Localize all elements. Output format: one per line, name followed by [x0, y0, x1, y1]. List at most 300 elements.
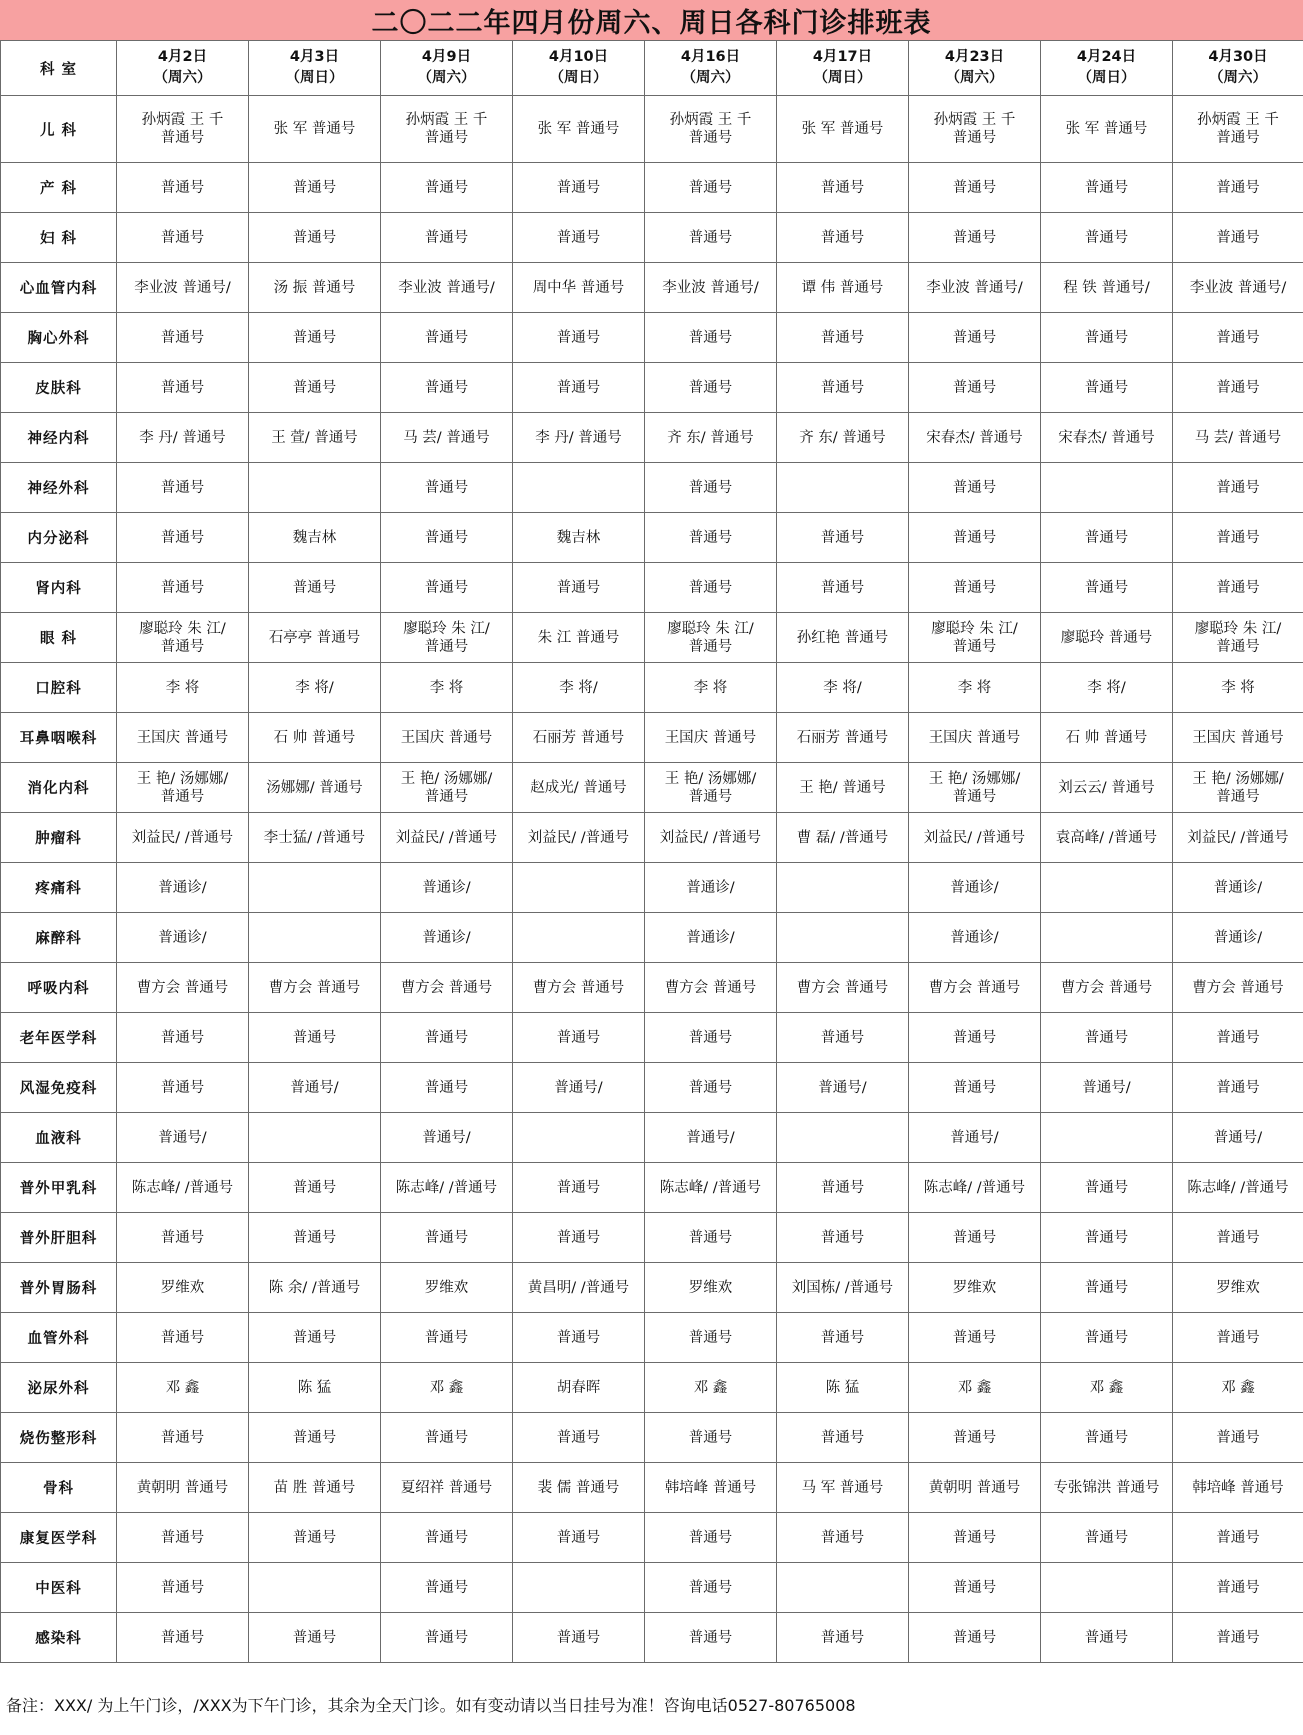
- schedule-cell: 普通号: [645, 513, 777, 563]
- schedule-cell: 普通号: [909, 1613, 1041, 1663]
- page-title: 二〇二二年四月份周六、周日各科门诊排班表: [0, 0, 1303, 41]
- schedule-cell: 王国庆 普通号: [909, 713, 1041, 763]
- schedule-cell: [777, 463, 909, 513]
- schedule-cell: 石丽芳 普通号: [777, 713, 909, 763]
- table-row: [1, 1113, 1303, 1163]
- schedule-cell: 普通号: [513, 1613, 645, 1663]
- schedule-cell: 普通号: [249, 1213, 381, 1263]
- schedule-cell: 王国庆 普通号: [381, 713, 513, 763]
- schedule-cell: 普通号: [513, 1513, 645, 1563]
- schedule-cell: 曹方会 普通号: [1173, 963, 1303, 1013]
- schedule-cell: 石丽芳 普通号: [513, 713, 645, 763]
- schedule-cell: 普通号: [777, 1613, 909, 1663]
- dept-name: 风湿免疫科: [1, 1063, 117, 1113]
- schedule-cell: 普通号: [1173, 313, 1303, 363]
- schedule-cell: 张 军 普通号: [513, 96, 645, 163]
- schedule-cell: 曹方会 普通号: [645, 963, 777, 1013]
- schedule-cell: 普通号: [777, 1163, 909, 1213]
- date-label: 4月23日: [944, 49, 1005, 65]
- schedule-cell: 普通号: [117, 513, 249, 563]
- weekday-label: （周日）: [1077, 70, 1136, 86]
- schedule-cell: 普通号: [1041, 1213, 1173, 1263]
- schedule-cell: [513, 913, 645, 963]
- schedule-cell: 普通号: [645, 163, 777, 213]
- schedule-cell: 陈志峰/ /普通号: [645, 1163, 777, 1213]
- schedule-cell: 王 艳/ 汤娜娜/ 普通号: [645, 763, 777, 813]
- date-header: [513, 41, 645, 96]
- dept-name: 中医科: [1, 1563, 117, 1613]
- table-row: [1, 563, 1303, 613]
- schedule-cell: 邓 鑫: [645, 1363, 777, 1413]
- schedule-cell: 李业波 普通号/: [1173, 263, 1303, 313]
- schedule-cell: 普通号: [513, 1013, 645, 1063]
- schedule-cell: 赵成光/ 普通号: [513, 763, 645, 813]
- schedule-cell: 李 将/: [1041, 663, 1173, 713]
- dept-name: 内分泌科: [1, 513, 117, 563]
- weekday-label: （周日）: [549, 70, 608, 86]
- schedule-cell: 邓 鑫: [1041, 1363, 1173, 1413]
- table-row: [1, 213, 1303, 263]
- schedule-cell: 普通号: [513, 1213, 645, 1263]
- table-row: [1, 1413, 1303, 1463]
- schedule-cell: 曹方会 普通号: [513, 963, 645, 1013]
- table-row: [1, 1363, 1303, 1413]
- schedule-cell: 张 军 普通号: [777, 96, 909, 163]
- table-row: [1, 963, 1303, 1013]
- schedule-cell: 曹方会 普通号: [249, 963, 381, 1013]
- header-row: [1, 41, 1303, 96]
- schedule-cell: 廖聪玲 朱 江/ 普通号: [1173, 613, 1303, 663]
- table-row: [1, 1463, 1303, 1513]
- schedule-cell: 廖聪玲 朱 江/ 普通号: [909, 613, 1041, 663]
- schedule-cell: 刘益民/ /普通号: [1173, 813, 1303, 863]
- schedule-cell: 普通号: [1041, 1513, 1173, 1563]
- schedule-cell: 魏吉林: [513, 513, 645, 563]
- schedule-cell: 普通号: [1041, 1163, 1173, 1213]
- schedule-cell: 李 将: [381, 663, 513, 713]
- schedule-cell: 普通号: [513, 1413, 645, 1463]
- schedule-cell: 陈志峰/ /普通号: [1173, 1163, 1303, 1213]
- dept-name: 眼 科: [1, 613, 117, 663]
- schedule-cell: 普通号: [777, 563, 909, 613]
- schedule-cell: [1041, 1563, 1173, 1613]
- dept-name: 麻醉科: [1, 913, 117, 963]
- schedule-cell: 曹方会 普通号: [1041, 963, 1173, 1013]
- date-label: 4月17日: [812, 49, 873, 65]
- schedule-cell: 普通号/: [1041, 1063, 1173, 1113]
- schedule-cell: 黄朝明 普通号: [117, 1463, 249, 1513]
- schedule-cell: 普通号: [117, 1513, 249, 1563]
- schedule-cell: 韩培峰 普通号: [1173, 1463, 1303, 1513]
- schedule-cell: 普通号: [777, 163, 909, 213]
- table-row: [1, 413, 1303, 463]
- schedule-cell: 齐 东/ 普通号: [777, 413, 909, 463]
- schedule-cell: 普通号: [381, 513, 513, 563]
- schedule-cell: 廖聪玲 朱 江/ 普通号: [381, 613, 513, 663]
- date-header: [645, 41, 777, 96]
- schedule-cell: 普通号: [909, 563, 1041, 613]
- schedule-cell: 普通号: [249, 1513, 381, 1563]
- schedule-cell: 普通号: [381, 1563, 513, 1613]
- table-row: [1, 363, 1303, 413]
- date-label: 4月9日: [421, 49, 472, 65]
- schedule-cell: 普通号: [249, 163, 381, 213]
- dept-name: 耳鼻咽喉科: [1, 713, 117, 763]
- schedule-cell: 普通号: [909, 1513, 1041, 1563]
- schedule-cell: 普通号: [645, 1563, 777, 1613]
- dept-name: 神经内科: [1, 413, 117, 463]
- schedule-cell: 普通号: [909, 313, 1041, 363]
- dept-name: 消化内科: [1, 763, 117, 813]
- schedule-cell: 邓 鑫: [381, 1363, 513, 1413]
- schedule-cell: 普通号/: [117, 1113, 249, 1163]
- schedule-cell: 普通号: [777, 513, 909, 563]
- schedule-cell: 普通号: [513, 1313, 645, 1363]
- table-row: [1, 663, 1303, 713]
- schedule-cell: 普通号: [777, 1513, 909, 1563]
- schedule-cell: 李业波 普通号/: [909, 263, 1041, 313]
- schedule-cell: 普通号: [249, 1613, 381, 1663]
- schedule-cell: 孙炳霞 王 千 普通号: [117, 96, 249, 163]
- dept-name: 康复医学科: [1, 1513, 117, 1563]
- schedule-cell: 裴 儒 普通号: [513, 1463, 645, 1513]
- schedule-cell: 刘益民/ /普通号: [513, 813, 645, 863]
- schedule-cell: 普通号: [513, 313, 645, 363]
- schedule-cell: 普通号: [777, 1013, 909, 1063]
- schedule-cell: 王 艳/ 汤娜娜/ 普通号: [117, 763, 249, 813]
- dept-name: 普外肝胆科: [1, 1213, 117, 1263]
- schedule-cell: 普通号: [777, 313, 909, 363]
- schedule-cell: 李业波 普通号/: [381, 263, 513, 313]
- schedule-cell: 普通号: [645, 1613, 777, 1663]
- schedule-cell: 普通号: [381, 363, 513, 413]
- date-header: [777, 41, 909, 96]
- schedule-cell: 普通号: [1173, 1513, 1303, 1563]
- schedule-cell: 普通号: [1041, 1313, 1173, 1363]
- schedule-cell: 周中华 普通号: [513, 263, 645, 313]
- schedule-cell: 廖聪玲 朱 江/ 普通号: [117, 613, 249, 663]
- schedule-cell: [513, 1113, 645, 1163]
- schedule-cell: 陈 猛: [777, 1363, 909, 1413]
- schedule-cell: 石 帅 普通号: [1041, 713, 1173, 763]
- schedule-cell: 普通号: [381, 313, 513, 363]
- schedule-cell: 罗维欢: [381, 1263, 513, 1313]
- dept-name: 血管外科: [1, 1313, 117, 1363]
- schedule-cell: 普通诊/: [909, 913, 1041, 963]
- dept-name: 产 科: [1, 163, 117, 213]
- schedule-cell: 普通号: [381, 1063, 513, 1113]
- schedule-cell: 廖聪玲 朱 江/ 普通号: [645, 613, 777, 663]
- schedule-cell: 汤娜娜/ 普通号: [249, 763, 381, 813]
- dept-name: 胸心外科: [1, 313, 117, 363]
- schedule-cell: [777, 913, 909, 963]
- schedule-cell: 普通号: [909, 1013, 1041, 1063]
- schedule-cell: 普通号: [1173, 163, 1303, 213]
- dept-name: 口腔科: [1, 663, 117, 713]
- schedule-cell: 王 萱/ 普通号: [249, 413, 381, 463]
- schedule-cell: 魏吉林: [249, 513, 381, 563]
- schedule-cell: 普通号: [645, 363, 777, 413]
- table-row: [1, 613, 1303, 663]
- schedule-cell: 普通号: [117, 313, 249, 363]
- schedule-cell: 宋春杰/ 普通号: [909, 413, 1041, 463]
- schedule-cell: 普通号: [1173, 1613, 1303, 1663]
- schedule-cell: 普通号/: [381, 1113, 513, 1163]
- schedule-cell: 邓 鑫: [909, 1363, 1041, 1413]
- table-row: [1, 863, 1303, 913]
- table-row: [1, 1213, 1303, 1263]
- schedule-cell: [513, 463, 645, 513]
- schedule-cell: 普通号: [117, 363, 249, 413]
- weekday-label: （周六）: [681, 70, 740, 86]
- schedule-cell: 廖聪玲 普通号: [1041, 613, 1173, 663]
- dept-name: 肿瘤科: [1, 813, 117, 863]
- schedule-cell: 普通号: [909, 1063, 1041, 1113]
- weekday-label: （周日）: [285, 70, 344, 86]
- date-label: 4月2日: [157, 49, 208, 65]
- table-row: [1, 813, 1303, 863]
- schedule-cell: 刘云云/ 普通号: [1041, 763, 1173, 813]
- schedule-cell: 李 将: [1173, 663, 1303, 713]
- weekday-label: （周六）: [417, 70, 476, 86]
- schedule-cell: 袁高峰/ /普通号: [1041, 813, 1173, 863]
- schedule-cell: 普通号: [645, 1313, 777, 1363]
- schedule-cell: 普通号: [1173, 513, 1303, 563]
- schedule-cell: 普通号: [513, 163, 645, 213]
- schedule-cell: 普通号: [909, 513, 1041, 563]
- schedule-cell: 普通号: [513, 563, 645, 613]
- schedule-cell: 马 军 普通号: [777, 1463, 909, 1513]
- schedule-cell: [777, 1113, 909, 1163]
- schedule-cell: 普通号/: [1173, 1113, 1303, 1163]
- schedule-cell: 普通号: [381, 213, 513, 263]
- date-header: [117, 41, 249, 96]
- schedule-cell: 普通号: [909, 463, 1041, 513]
- schedule-cell: 普通号: [645, 563, 777, 613]
- schedule-cell: 刘益民/ /普通号: [381, 813, 513, 863]
- dept-name: 儿 科: [1, 96, 117, 163]
- schedule-cell: 李 将: [117, 663, 249, 713]
- schedule-cell: 孙炳霞 王 千 普通号: [381, 96, 513, 163]
- schedule-cell: 普通号: [513, 363, 645, 413]
- schedule-cell: 刘益民/ /普通号: [645, 813, 777, 863]
- schedule-cell: [249, 913, 381, 963]
- schedule-cell: 普通号: [117, 463, 249, 513]
- schedule-cell: 普通号: [909, 213, 1041, 263]
- dept-header: 科 室: [1, 41, 117, 96]
- table-row: [1, 263, 1303, 313]
- schedule-cell: 普通诊/: [1173, 913, 1303, 963]
- schedule-cell: 李 丹/ 普通号: [513, 413, 645, 463]
- schedule-cell: 普通号: [777, 1213, 909, 1263]
- date-header: [1041, 41, 1173, 96]
- schedule-cell: 普通号: [1041, 563, 1173, 613]
- schedule-cell: 曹方会 普通号: [117, 963, 249, 1013]
- schedule-cell: 普通号: [1173, 1213, 1303, 1263]
- schedule-cell: 普通诊/: [1173, 863, 1303, 913]
- table-row: [1, 313, 1303, 363]
- table-row: [1, 1063, 1303, 1113]
- schedule-cell: 普通号: [249, 1163, 381, 1213]
- schedule-cell: 普通号: [1173, 1563, 1303, 1613]
- schedule-cell: 普通号: [249, 1013, 381, 1063]
- table-row: [1, 1563, 1303, 1613]
- schedule-cell: 苗 胜 普通号: [249, 1463, 381, 1513]
- schedule-cell: 普通号: [117, 1413, 249, 1463]
- schedule-cell: 李 将/: [777, 663, 909, 713]
- schedule-cell: 普通诊/: [381, 913, 513, 963]
- schedule-cell: 孙炳霞 王 千 普通号: [645, 96, 777, 163]
- schedule-cell: 普通号: [1041, 163, 1173, 213]
- schedule-cell: 王 艳/ 普通号: [777, 763, 909, 813]
- schedule-cell: [249, 1563, 381, 1613]
- dept-name: 妇 科: [1, 213, 117, 263]
- schedule-cell: 普通号/: [513, 1063, 645, 1113]
- schedule-cell: 普通号: [1173, 1313, 1303, 1363]
- schedule-cell: 专张锦洪 普通号: [1041, 1463, 1173, 1513]
- schedule-cell: 李 丹/ 普通号: [117, 413, 249, 463]
- schedule-cell: 陈志峰/ /普通号: [117, 1163, 249, 1213]
- dept-name: 骨科: [1, 1463, 117, 1513]
- schedule-cell: 刘益民/ /普通号: [117, 813, 249, 863]
- schedule-cell: 普通号: [117, 1213, 249, 1263]
- schedule-cell: 王国庆 普通号: [117, 713, 249, 763]
- date-label: 4月3日: [289, 49, 340, 65]
- schedule-cell: 黄朝明 普通号: [909, 1463, 1041, 1513]
- schedule-cell: 普通号/: [909, 1113, 1041, 1163]
- table-row: [1, 513, 1303, 563]
- schedule-cell: 胡春晖: [513, 1363, 645, 1413]
- schedule-cell: 普通号: [381, 1213, 513, 1263]
- table-row: [1, 163, 1303, 213]
- schedule-cell: 普通号: [777, 363, 909, 413]
- dept-name: 血液科: [1, 1113, 117, 1163]
- schedule-cell: 普通号: [1173, 363, 1303, 413]
- schedule-cell: 曹方会 普通号: [909, 963, 1041, 1013]
- schedule-cell: 邓 鑫: [1173, 1363, 1303, 1413]
- schedule-table: [0, 40, 1303, 1663]
- schedule-cell: 马 芸/ 普通号: [1173, 413, 1303, 463]
- table-row: [1, 763, 1303, 813]
- dept-name: 老年医学科: [1, 1013, 117, 1063]
- schedule-cell: [249, 1113, 381, 1163]
- schedule-cell: 普通号: [777, 213, 909, 263]
- schedule-cell: 普通号: [777, 1413, 909, 1463]
- schedule-cell: 陈志峰/ /普通号: [381, 1163, 513, 1213]
- date-label: 4月10日: [548, 49, 609, 65]
- date-label: 4月24日: [1076, 49, 1137, 65]
- schedule-cell: 普通号: [909, 1213, 1041, 1263]
- schedule-cell: 普通号: [645, 1063, 777, 1113]
- schedule-cell: 普通诊/: [117, 913, 249, 963]
- schedule-cell: 普通号: [249, 213, 381, 263]
- schedule-cell: 普通号: [117, 1013, 249, 1063]
- schedule-cell: 王国庆 普通号: [645, 713, 777, 763]
- schedule-cell: 李 将/: [249, 663, 381, 713]
- dept-name: 普外胃肠科: [1, 1263, 117, 1313]
- schedule-cell: 普通号: [909, 1313, 1041, 1363]
- schedule-cell: 孙红艳 普通号: [777, 613, 909, 663]
- schedule-cell: [249, 863, 381, 913]
- schedule-cell: 张 军 普通号: [1041, 96, 1173, 163]
- date-header: [249, 41, 381, 96]
- schedule-cell: 普通号: [381, 463, 513, 513]
- date-header: [1173, 41, 1303, 96]
- schedule-cell: 普通号/: [777, 1063, 909, 1113]
- schedule-cell: 普通号: [645, 1413, 777, 1463]
- schedule-cell: 罗维欢: [1173, 1263, 1303, 1313]
- schedule-cell: 普通号: [249, 1413, 381, 1463]
- table-row: [1, 96, 1303, 163]
- schedule-cell: [1041, 913, 1173, 963]
- schedule-cell: 邓 鑫: [117, 1363, 249, 1413]
- schedule-cell: 普通诊/: [381, 863, 513, 913]
- schedule-cell: 普通号: [909, 363, 1041, 413]
- schedule-cell: 普通诊/: [117, 863, 249, 913]
- schedule-cell: 普通号: [249, 563, 381, 613]
- weekday-label: （周六）: [1209, 70, 1267, 86]
- schedule-cell: 刘益民/ /普通号: [909, 813, 1041, 863]
- schedule-cell: 罗维欢: [645, 1263, 777, 1313]
- date-label: 4月30日: [1208, 49, 1268, 65]
- schedule-cell: 普通号: [1041, 213, 1173, 263]
- schedule-cell: 齐 东/ 普通号: [645, 413, 777, 463]
- schedule-cell: 普通号: [1041, 313, 1173, 363]
- schedule-cell: 夏绍祥 普通号: [381, 1463, 513, 1513]
- table-row: [1, 1513, 1303, 1563]
- schedule-cell: 普通号: [513, 213, 645, 263]
- table-row: [1, 713, 1303, 763]
- schedule-cell: 罗维欢: [909, 1263, 1041, 1313]
- dept-name: 呼吸内科: [1, 963, 117, 1013]
- schedule-cell: 普通号: [909, 1563, 1041, 1613]
- schedule-cell: 石 帅 普通号: [249, 713, 381, 763]
- footnote: 备注：XXX/ 为上午门诊，/XXX为下午门诊，其余为全天门诊。如有变动请以当日挂号为准！咨询电话0527-80765008: [6, 1696, 856, 1715]
- schedule-cell: [777, 863, 909, 913]
- schedule-cell: 王 艳/ 汤娜娜/ 普通号: [381, 763, 513, 813]
- schedule-cell: 普通号: [1173, 463, 1303, 513]
- schedule-cell: 陈志峰/ /普通号: [909, 1163, 1041, 1213]
- schedule-cell: 张 军 普通号: [249, 96, 381, 163]
- schedule-cell: 曹方会 普通号: [777, 963, 909, 1013]
- schedule-cell: 孙炳霞 王 千 普通号: [1173, 96, 1303, 163]
- dept-name: 神经外科: [1, 463, 117, 513]
- schedule-cell: 普通号/: [249, 1063, 381, 1113]
- table-row: [1, 1263, 1303, 1313]
- schedule-cell: [1041, 463, 1173, 513]
- schedule-cell: 陈 余/ /普通号: [249, 1263, 381, 1313]
- schedule-cell: 普通号: [513, 1163, 645, 1213]
- dept-name: 普外甲乳科: [1, 1163, 117, 1213]
- weekday-label: （周日）: [813, 70, 872, 86]
- schedule-cell: 普通号: [249, 363, 381, 413]
- schedule-cell: 普通号: [117, 563, 249, 613]
- schedule-cell: 朱 江 普通号: [513, 613, 645, 663]
- schedule-cell: 普通号: [909, 1413, 1041, 1463]
- schedule-cell: 普通诊/: [645, 863, 777, 913]
- schedule-cell: 普通号: [1041, 1263, 1173, 1313]
- dept-name: 皮肤科: [1, 363, 117, 413]
- schedule-cell: 石亭亭 普通号: [249, 613, 381, 663]
- weekday-label: （周六）: [153, 70, 212, 86]
- schedule-cell: 普通号: [249, 1313, 381, 1363]
- schedule-cell: 普通号: [645, 1213, 777, 1263]
- schedule-cell: 普通号: [1041, 513, 1173, 563]
- schedule-cell: 普通诊/: [909, 863, 1041, 913]
- schedule-cell: 曹方会 普通号: [381, 963, 513, 1013]
- schedule-cell: 普通号: [909, 163, 1041, 213]
- dept-name: 肾内科: [1, 563, 117, 613]
